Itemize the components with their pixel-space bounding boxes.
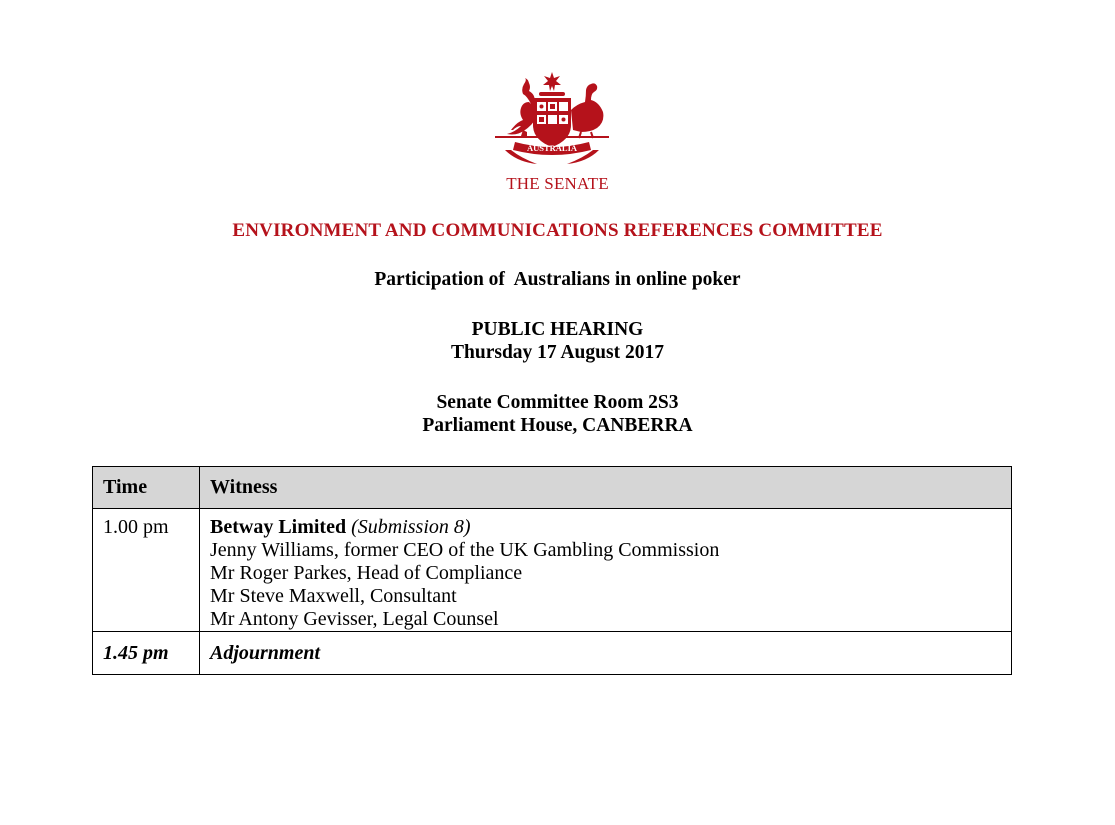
emu-icon [571, 83, 603, 132]
time-cell: 1.00 pm [93, 509, 200, 632]
kangaroo-icon [507, 78, 535, 135]
table-row [93, 509, 1012, 632]
witness-name: Jenny Williams, former CEO of the UK Gambling Commission [210, 539, 720, 561]
organisation-name: Betway Limited [210, 516, 347, 538]
coat-of-arms-logo [487, 70, 617, 170]
column-header-time: Time [93, 467, 200, 509]
table-header-row [93, 467, 1012, 509]
crest-scroll-text: AUSTRALIA [526, 143, 578, 153]
committee-title: ENVIRONMENT AND COMMUNICATIONS REFERENCES COMMITTEE [232, 220, 883, 241]
inquiry-title: Participation of Australians in online poker [374, 269, 741, 290]
witness-name: Mr Roger Parkes, Head of Compliance [210, 562, 523, 584]
time-cell: 1.45 pm [93, 632, 200, 675]
witness-cell [200, 509, 1012, 632]
program-table [92, 466, 1012, 675]
organisation-line [210, 516, 1001, 539]
hearing-venue: Parliament House, CANBERRA [422, 415, 693, 436]
hearing-type: PUBLIC HEARING [471, 319, 644, 340]
witness-name: Mr Steve Maxwell, Consultant [210, 585, 457, 607]
star-icon [543, 72, 561, 91]
witness-cell: Adjournment [200, 632, 1012, 675]
hearing-date: Thursday 17 August 2017 [451, 342, 664, 363]
hearing-room: Senate Committee Room 2S3 [436, 392, 679, 413]
submission-reference: (Submission 8) [351, 516, 471, 538]
column-header-witness: Witness [200, 467, 1012, 509]
table-row [93, 632, 1012, 675]
witness-name: Mr Antony Gevisser, Legal Counsel [210, 608, 499, 630]
chamber-heading: THE SENATE [506, 174, 609, 193]
